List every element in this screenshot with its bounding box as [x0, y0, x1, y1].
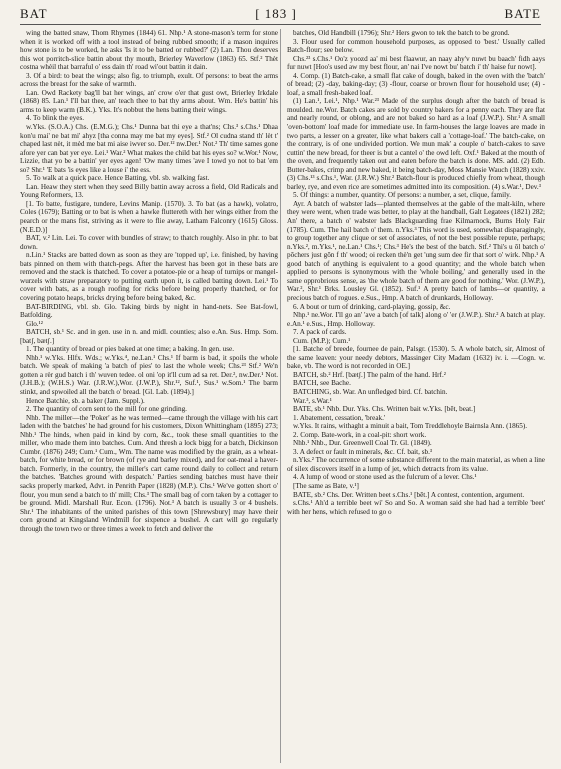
- entry-paragraph: n.Lin.¹ Stacks are batted down as soon as they are 'topped up', i.e. finished, by having bats pinned on them with thatch-pegs. After the harvest has been got in these bats are removed and the stack is thatched. To cover a potatoe-pie or a heap of turnips or mangel-wurzels with straw preparatory to putting earth upon it, is called batting down. Lei.¹ To cover with bats, as a rough roofing for ricks before being properly thatched, or for covering potato heaps, bricks drying before being baked, &c.: [20, 251, 278, 302]
- entry-paragraph: BATCH, sb.¹ Sc. and in gen. use in n. and midl. counties; also e.An. Sus. Hmp. Som. [batʃ, bætʃ.]: [20, 328, 278, 345]
- entry-paragraph: BAT, v.² Lin. Lei. To cover with bundles of straw; to thatch roughly. Also in phr. to bat down.: [20, 234, 278, 251]
- entry-paragraph: 7. A pack of cards.: [293, 328, 347, 337]
- header-rule: [20, 24, 541, 25]
- entry-paragraph: [The same as Bate, v.¹]: [293, 481, 359, 490]
- header-right-word: BATE: [504, 6, 541, 21]
- entry-paragraph: Nhb.¹ w.Yks. Hlfx. Wds.; w.Yks.⁴, ne.Lan.¹ Chs.¹ If barm is bad, it spoils the whole batch. We speak of making 'a batch of pies' to last the whole week; Chs.²³ Stf.² We'n gotten a rèr gud batch i th' wuven tedee. ol oni 'op it'll cum ad sa ret. Der.², nw.Der.¹ Not. (J.H.B.); (W.H.S.) War. (J.R.W.),Wor. (J.W.P.), Shr.¹², Suf.¹, Sus.¹ w.Som.¹ The barm stinkt, and spwoiled all the batch o' bread. [Gl. Lab. (1894).]: [20, 353, 278, 396]
- entry-paragraph: Nhb.¹ Nhb., Dur. Greenwell Coal Tr. Gl. (1849).: [293, 439, 432, 448]
- column-divider: [280, 29, 281, 763]
- left-column: [20, 29, 278, 765]
- entry-paragraph: wing the batted snaw, Thom Rhymes (1844) 61. Nhp.¹ A stone-mason's term for stone when it is worked off with a tool instead of being rubbed smooth; if a mason inquires how stone is to be worked, he asks 'Is it to be batted or rubbed?' (2) Lan. Thou deserves this wot porritch-slice battin about thy mouth, Brierley Waverlow (1863) 65. Stf.² Thèt costna whèil that barraful o' ess dain th' road wi'out battin it dain.: [20, 29, 278, 72]
- entry-paragraph: Ayr. A batch of wabster lads—planted themselves at the gable of the malt-kiln, where they were went, when trade was better, to play at the handball, Galt Legatees (1821) 282; An' there, a batch o' wabster lads Blackguarding frae Kilmarnock, Burns Holy Fair (1785). Cum. The hail batch o' them. n.Yks.³ This word is used, somewhat disparagingly, to group together any clique or set of associates, of not the best possible repute, perhaps; n.Yks.², m.Yks.¹, ne.Lan.¹ Chs.¹; Chs.³ He's the best of the batch. Stf.² Thi's u ōl batch o' pōchers just gōn f th' wood; oi recken thè'n get 'ung sum dee fir that sort o' wirk. Nhp.¹ A good batch of anything is equivalent to a good quantity; and the whole batch when applied to persons is synonymous with the 'whole boiling,' and generally used in the same opprobrious sense, as 'the whole batch of them are good for nothing.' Wor. (J.W.P.), War.², Shr.¹ Brks. Lousley Gl. (1852). Suf.¹ A pretty batch of lambs—or quantity, a precious batch of rogues. e.Sus., Hmp. A batch of drunkards, Holloway.: [287, 199, 545, 302]
- entry-paragraph: 4. To blink the eyes.: [26, 114, 85, 123]
- entry-paragraph: BATCH, sb.² Hrf. [bætʃ.] The palm of the hand. Hrf.²: [293, 370, 446, 379]
- running-header: [20, 6, 541, 22]
- entry-paragraph: BATE, sb.¹ Nhb. Dur. Yks. Chs. Written bait w.Yks. [bēt, beat.]: [293, 405, 476, 414]
- entry-paragraph: n.Yks.² The occurrence of some substance different to the main material, as when a line of silex discovers itself in a lump of jet, which detracts from its value.: [287, 456, 545, 473]
- entry-paragraph: Lan. Heaw they stert when they seed Billy battin away across a field, Old Radicals and Young Reformers, 13.: [20, 182, 278, 200]
- entry-paragraph: BAT-BIRDING, vbl. sb. Glo. Taking birds by night in hand-nets. See Bat-fowl, Batfolding.: [20, 302, 278, 320]
- entry-paragraph: Chs.²³ s.Chs.¹ Oo'z yoozd aa' mi best flaawur, an naay ahy'v nuwt bu baach' fidh aays fur nuwt [Hoo's used aw my best flour, an' nai I've nowt bu' batch i' th' haise fur nowt].: [287, 54, 545, 72]
- entry-paragraph: Glo.¹²: [26, 319, 43, 328]
- entry-paragraph: (1) Lan.¹, Lei.¹, Nhp.¹ War.²³ Made of the surplus dough after the batch of bread is moulded. ne.Wor. Batch cakes are sold by country bakers for a penny each. They are flat and nearly round, or oblong, and are not baked so hard as a loaf (J.W.P.). Shr.¹ A small 'oven-bottom' loaf made for immediate use. In farm-houses the large loaves are made in two parts, a lesser on a greater, like what bakers call a 'cottage-loaf.' The batch-cake, on the contrary, is of one undivided portion. We mun mak' a couple o' batch-cakes to save cuttin' the new bread, for theer is but a cantel o' the owd left. Oxf.¹ Baked at the mouth of the oven, and frequently taken out and eaten before the batch is done. MS. add. (2) Edb. Butter-bakes, crimp and new baked, it being batch-day, Moss Mansie Wauch (1828) xxiv. (3) Chs.¹³ s.Chs.¹, War. (J.R.W.) Shr.² Batch-flour is produced chiefly from wheat, though barley, rye, and even rice are sometimes admitted into its composition. (4) s.War.¹, Dev.³: [287, 97, 545, 191]
- entry-paragraph: 5. To walk at a quick pace. Hence Batting, vbl. sb. walking fast.: [26, 174, 210, 183]
- entry-paragraph: batches, Old Handbill (1796); Shr.² Hers gwon to tek the batch to be grond.: [293, 29, 510, 37]
- entry-paragraph: 3. Of a bird: to beat the wings; also fig. to triumph, exult. Of persons: to beat the arms across the breast for the sake of warmth.: [20, 71, 278, 89]
- entry-paragraph: BATCHING, sb. War. An unfledged bird. Cf. batchin.: [293, 387, 448, 396]
- entry-paragraph: 3. A defect or fault in minerals, &c. Cf. bait, sb.³: [293, 447, 433, 456]
- entry-paragraph: 1. Abatement, cessation, 'break.': [293, 413, 386, 422]
- entry-paragraph: w.Yks. (S.O.A.) Chs. (E.M.G.); Chs.¹ Dunna bat thi eye a that'ns; Chs.³ s.Chs.¹ Dhaa kon'u mai' ne bat mi' ahyz [tha conna may me bat my eyes]. Stf.² Ol cudna stand th' lèt t' chaped last nèt, it mèd me bat mi aise iwver so. Der.¹² nw.Der.¹ Not.² Th' time sames gone afore yer can bat yer eye. Lei.¹ War.² What makes the child bat his eyes so? w.Wor.¹ Now, Lizzie, that yo be a battin' yer eyes agen! 'Ow many times 'ave I towd yo not to bat 'em so? Shr.¹ 'E bats 'is eyes like a louse i' the ess.: [20, 123, 278, 174]
- entry-paragraph: [1. Batche of breede, fournee de pain, Palsgr. (1530). 5. A whole batch, sir, Almost of the same leaven: your needy debtors, Massinger City Madam (1632) iv. i. —Cogn. w. bake, vb. The word is not recorded in OE.]: [287, 345, 545, 371]
- entry-paragraph: [1. To batte, fustigare, tundere, Levins Manip. (1570). 3. To bat (as a hawk), volatro, Coles (1679); Batting or to bat is when a hawke fluttereth with her wings either from the pearch or the mans fist, striving as it were to flie away, Latham Falconry (1615) Gloss. (N.E.D.)]: [20, 199, 278, 234]
- entry-paragraph: 2. The quantity of corn sent to the mill for one grinding.: [26, 405, 187, 414]
- entry-paragraph: Lan. Owd Rackety bag'll bat her wings, an' crow o'er that gust owt, Brierley Irkdale (1868) 85. Lan.¹ I'll bat thee, an' teach thee to bat thy arms about. Wm. He's battin' his arms to keep warm (B.K.). Yks. It's nobbut the hens batting their wings.: [20, 88, 278, 114]
- entry-paragraph: Hence Batchie, sb. a baker (Jam. Suppl.).: [26, 396, 145, 405]
- entry-paragraph: BATE, sb.² Chs. Der. Written beet s.Chs.¹ [bēt.] A contest, contention, argument.: [293, 490, 525, 499]
- entry-paragraph: Nhb. The miller—the 'Poker' as he was termed—came through the village with his cart laden with the 'batches' he had ground for his customers, Dixon Whittingham (1895) 273; Nhb.¹ The hinds, when paid in kind by corn, &c., took these small quantities to the miller, who made them into batches. Cum. And thresh a lock bigg for a batch, Dickinson Cumbr. (1876) 249; Cum.¹ Cum., Wm. The name was modified by the grain, as a wheat-batch, for white bread, or for brown (of rye and barley mixed), and for oat-meal a haver-batch. Formerly, in the country, the miller's cart came round daily to collect and return the batches. 'Batches ground with despatch.' Parties sending batches must have their sacks properly marked, Advt. in Penrith Paper (1828) (M.P.). Chs.¹ We've gotten short o' flour, you mun send a batch to th' mill; Chs.³ The small bag of corn taken by a cottager to be ground. Midl. Marshall Rur. Econ. (1796). Not.³ A batch is usually 3 or 4 bushels. Shr.¹ The inhabitants of the united parishes of this town [Shrewsbury] may have their corn ground at Kingsland Windmill for sixpence a bushel. A cart will go regularly through the town two or three times a week to fetch and deliver the: [20, 413, 278, 533]
- entry-paragraph: Cum. (M.P.); Cum.¹: [293, 336, 351, 345]
- entry-paragraph: BATCH, see Bache.: [293, 379, 351, 388]
- entry-paragraph: 5. Of things: a number, quantity. Of persons: a number, a set, clique, family.: [293, 191, 512, 200]
- entry-paragraph: 1. The quantity of bread or pies baked at one time; a baking. In gen. use.: [26, 345, 235, 354]
- entry-paragraph: s.Chs.¹ Ah'd a terrible beet wi' So and So. A woman said she had had a terrible 'beet' with her hens, which refused to go o: [287, 499, 545, 516]
- entry-paragraph: 2. Comp. Bate-work, in a coal-pit: short work.: [293, 430, 427, 439]
- entry-paragraph: War.³, s.War.¹: [293, 396, 332, 405]
- page-number: [ 183 ]: [255, 6, 297, 21]
- entry-paragraph: 3. Flour used for common household purposes, as opposed to 'best.' Usually called Batch-flour; see below.: [287, 37, 545, 55]
- entry-paragraph: Nhp.¹ ne.Wor. I'll go an' 'ave a batch [of talk] along o' 'er (J.W.P.). Shr.² A batch at play. e.An.¹ e.Sus., Hmp. Holloway.: [287, 311, 545, 328]
- header-left-word: BAT: [20, 6, 48, 21]
- entry-paragraph: 4. A lump of wood or stone used as the fulcrum of a lever. Chs.¹: [293, 473, 477, 482]
- entry-paragraph: w.Yks. It rains, withaght a minuit a bait, Tom Treddlehoyle Bairnsla Ann. (1865).: [293, 422, 528, 431]
- entry-paragraph: 4. Comp. (1) Batch-cake, a small flat cake of dough, baked in the oven with the 'batch' of bread; (2) -day, baking-day; (3) -flour, coarse or brown flour for household use; (4) -loaf, a small fresh-baked loaf.: [287, 71, 545, 97]
- entry-paragraph: 6. A bout or turn of drinking, card-playing, gossip, &c.: [293, 302, 451, 311]
- right-column: [287, 29, 545, 765]
